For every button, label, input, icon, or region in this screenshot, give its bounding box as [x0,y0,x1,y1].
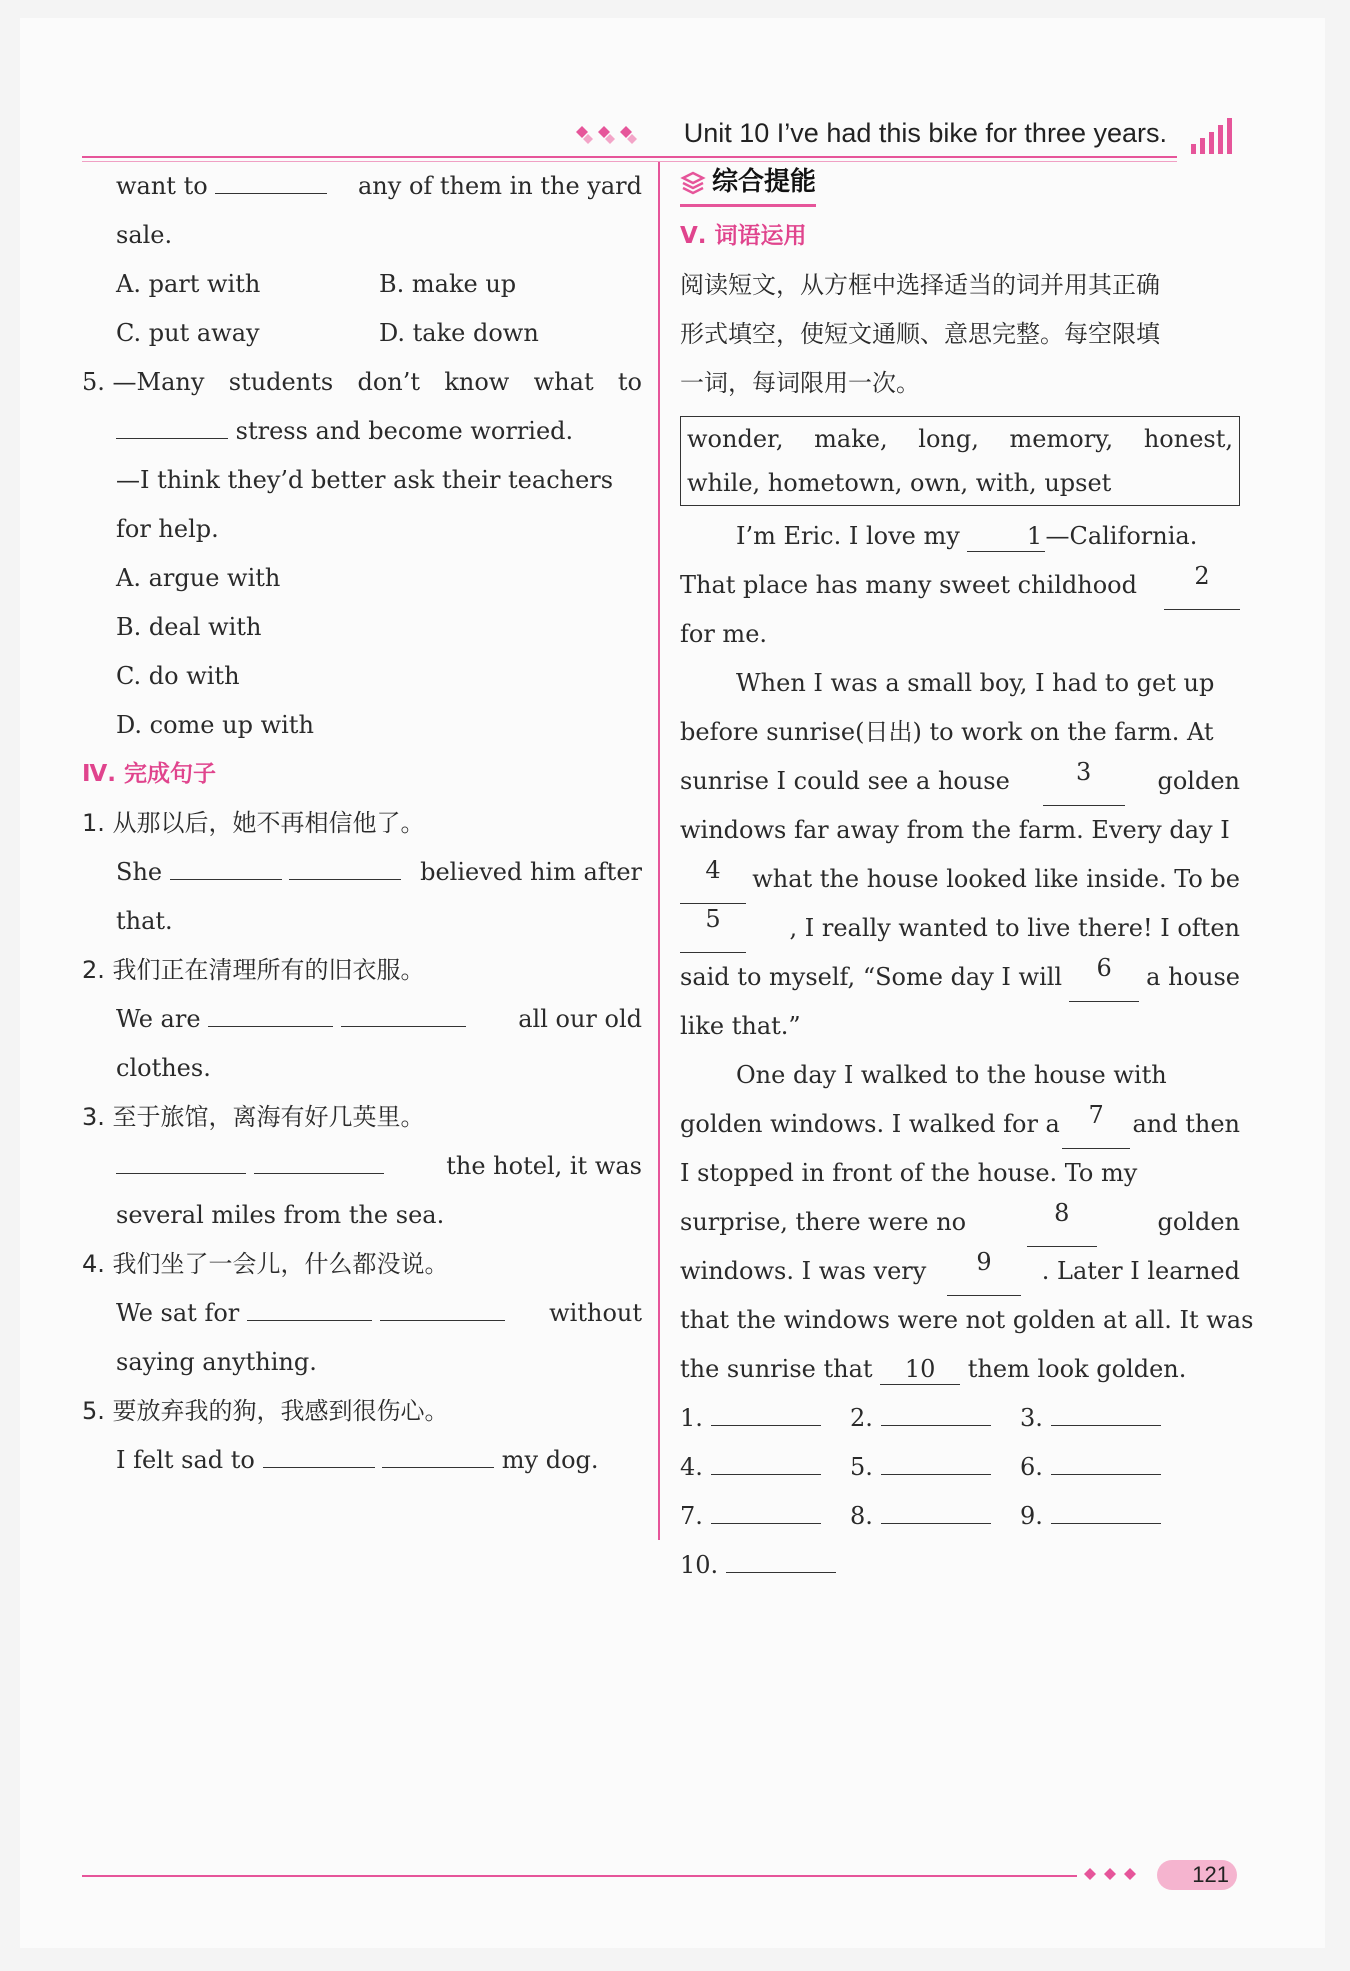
passage-line: 4 what the house looked like inside. To be [680,855,1240,904]
passage-line: for me. [680,620,768,648]
instructions-line1: 阅读短文，从方框中选择适当的词并用其正确 [680,271,1160,299]
answer-blank[interactable] [116,410,228,439]
s3-english: the hotel, it was [82,1142,642,1191]
passage-line: before sunrise(日出) to work on the farm. At [680,718,1214,746]
answer-blank[interactable] [382,1439,494,1468]
answer-blank[interactable] [247,1292,372,1321]
blank-7[interactable]: 7 [1062,1100,1130,1149]
section-4-title: Ⅳ. 完成句子 [82,761,217,787]
s3-chinese: 3. 至于旅馆，离海有好几英里。 [82,1103,425,1131]
blank-9[interactable]: 9 [947,1247,1021,1296]
answer-slot-2[interactable] [881,1397,991,1426]
s1-english-cont: that. [116,907,173,935]
page-footer [82,1860,1237,1890]
s4-english: We sat for without [82,1289,642,1338]
answer-slot-4[interactable] [711,1446,821,1475]
option-c[interactable]: C. put away [116,319,260,347]
answer-blank[interactable] [254,1145,384,1174]
q4-options-ab [82,260,642,309]
word-box-row2: while, hometown, own, with, upset [687,469,1112,497]
option-a[interactable]: A. part with [116,270,261,298]
q5-line4: for help. [116,515,219,543]
blank-5[interactable]: 5 [680,904,746,953]
s4-chinese: 4. 我们坐了一会儿，什么都没说。 [82,1250,449,1278]
s1-chinese: 1. 从那以后，她不再相信他了。 [82,809,425,837]
answer-row: 1. 2. 3. [680,1394,1240,1443]
blank-10[interactable]: 10 [880,1354,960,1385]
answer-slot-8[interactable] [881,1495,991,1524]
answer-blank[interactable] [380,1292,505,1321]
s5-english: I felt sad to my dog. [82,1436,642,1485]
passage-line: that the windows were not golden at all. It was [680,1306,1254,1334]
passage-line: golden windows. I walked for a 7 and then [680,1100,1240,1149]
section-5-title: Ⅴ. 词语运用 [680,223,807,249]
answer-row: 7. 8. 9. [680,1492,1240,1541]
word-box [680,416,1240,506]
signal-bars-icon [1187,114,1237,156]
footer-rule [82,1875,1077,1877]
blank-3[interactable]: 3 [1043,757,1125,806]
right-column [680,162,1254,1590]
answer-blank[interactable] [208,998,333,1027]
passage-line: I stopped in front of the house. To my [680,1159,1138,1187]
blank-2[interactable]: 2 [1164,561,1240,610]
blank-6[interactable]: 6 [1069,953,1139,1002]
answer-row: 10. [680,1541,1240,1590]
q5-option-b[interactable]: B. deal with [116,613,262,641]
page-header [82,118,1237,158]
s2-english: We are all our old [82,995,642,1044]
q4-options-cd [82,309,642,358]
answer-blank[interactable] [289,851,401,880]
column-divider [658,162,660,1540]
q5-option-c[interactable]: C. do with [116,662,240,690]
passage-line: windows far away from the farm. Every day I [680,816,1230,844]
s1-english: She believed him after [82,848,642,897]
passage-line: That place has many sweet childhood 2 [680,561,1240,610]
passage-line: sunrise I could see a house 3 golden [680,757,1240,806]
instructions-line3: 一词，每词限用一次。 [680,369,920,397]
page-number: 121 [1157,1860,1237,1890]
answer-slot-3[interactable] [1051,1397,1161,1426]
passage-line: 5 , I really wanted to live there! I often [680,904,1240,953]
word-box-row1: wonder, make, long, memory, honest, [687,425,1233,453]
q4-line1: want to any of them in the yard [82,162,642,211]
unit-title: Unit 10 I’ve had this bike for three years. [683,118,1167,148]
answer-slot-5[interactable] [881,1446,991,1475]
instructions-line2: 形式填空，使短文通顺、意思完整。每空限填 [680,320,1160,348]
answer-blank[interactable] [170,851,282,880]
blank-8[interactable]: 8 [1027,1198,1097,1247]
s3-english-cont: several miles from the sea. [116,1201,445,1229]
answer-blank[interactable] [116,1145,246,1174]
passage-line: the sunrise that 10 them look golden. [680,1355,1187,1383]
answer-slot-9[interactable] [1051,1495,1161,1524]
s2-chinese: 2. 我们正在清理所有的旧衣服。 [82,956,425,984]
q5-line1: 5. —Many students don’t know what to [82,368,642,396]
header-rule [82,156,1177,158]
s5-chinese: 5. 要放弃我的狗，我感到很伤心。 [82,1397,449,1425]
answer-slot-6[interactable] [1051,1446,1161,1475]
passage-line: said to myself, “Some day I will 6 a house [680,953,1240,1002]
q5-line3: —I think they’d better ask their teachers [116,466,614,494]
s2-english-cont: clothes. [116,1054,211,1082]
passage-line: I’m Eric. I love my 1 —California. [736,522,1198,550]
answer-slot-10[interactable] [726,1544,836,1573]
diamonds-icon [574,122,644,148]
option-d[interactable]: D. take down [379,319,539,347]
blank-4[interactable]: 4 [680,855,746,904]
answer-blank[interactable] [341,998,466,1027]
footer-diamonds-icon [1082,1866,1142,1886]
passage-line: One day I walked to the house with [736,1061,1167,1089]
passage-line: windows. I was very 9 . Later I learned [680,1247,1240,1296]
q5-line2: stress and become worried. [82,407,642,456]
q5-option-a[interactable]: A. argue with [116,564,281,592]
q5-option-d[interactable]: D. come up with [116,711,314,739]
answer-slot-7[interactable] [711,1495,821,1524]
s4-english-cont: saying anything. [116,1348,317,1376]
answer-slot-1[interactable] [711,1397,821,1426]
answer-blank[interactable] [215,165,327,194]
answer-blank[interactable] [263,1439,375,1468]
option-b[interactable]: B. make up [379,270,517,298]
section-heading: 综合提能 [680,162,816,207]
blank-1[interactable]: 1 [967,521,1045,552]
passage-line: like that.” [680,1012,801,1040]
answer-row: 4. 5. 6. [680,1443,1240,1492]
book-stack-icon [680,169,706,195]
q4-line2: sale. [116,221,173,249]
passage-line: When I was a small boy, I had to get up [736,669,1215,697]
passage-line: surprise, there were no 8 golden [680,1198,1240,1247]
left-column [82,162,642,1485]
